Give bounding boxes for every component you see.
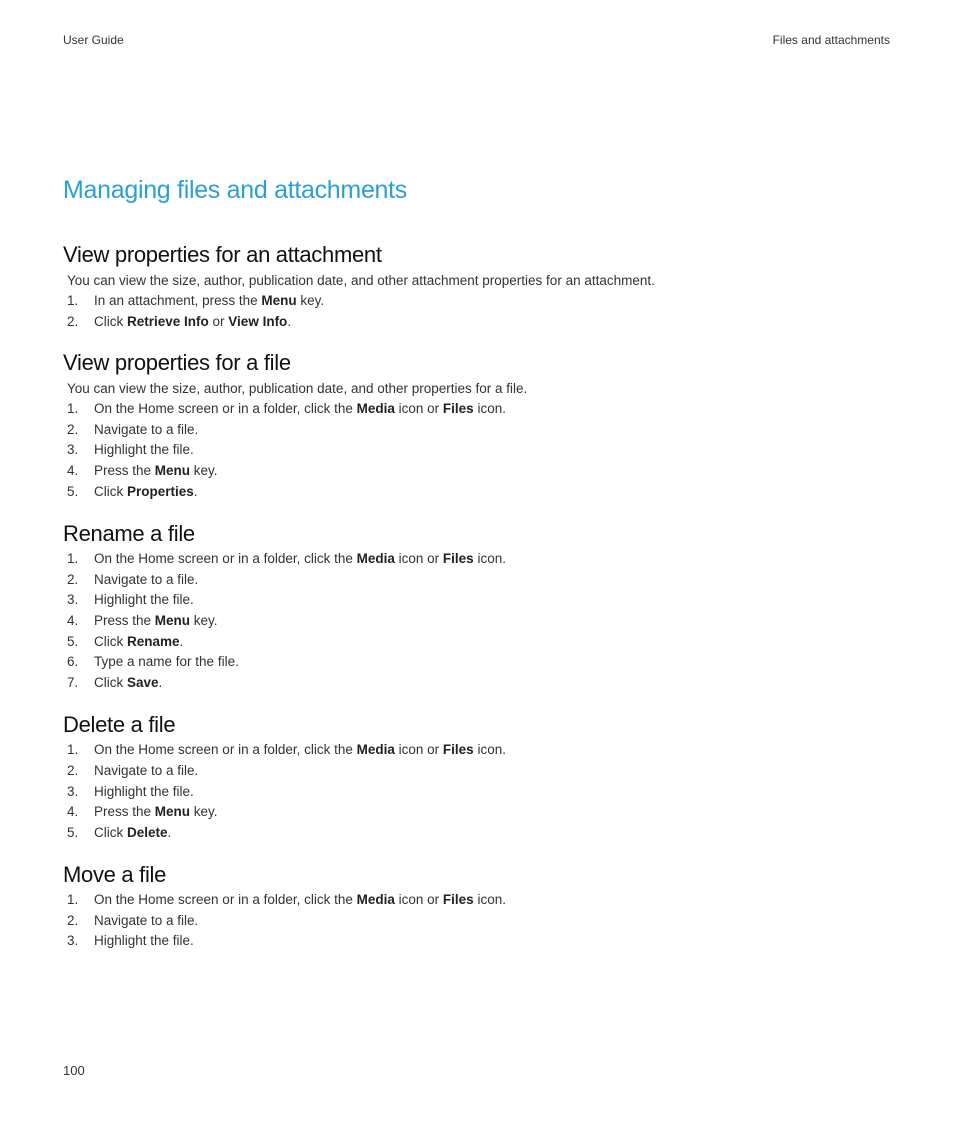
ui-term: Files (442, 401, 474, 417)
step-number: 1. (67, 293, 79, 308)
step-text-run: Highlight the file. (94, 592, 194, 608)
step-item (63, 890, 893, 911)
section-intro: You can view the size, author, publication date, and other attachment properties for an attachment. (67, 273, 655, 288)
step-text-run: icon. (473, 551, 506, 567)
section (63, 519, 893, 693)
step-item (63, 802, 893, 823)
step-text (94, 570, 198, 591)
step-number: 4. (67, 462, 79, 478)
step-number: 4. (67, 612, 79, 628)
section (63, 860, 893, 952)
step-text (94, 931, 194, 952)
ui-term: Menu (154, 612, 191, 628)
ui-term: Files (442, 892, 474, 908)
step-item (63, 590, 893, 611)
step-item (63, 673, 893, 694)
ui-term: Menu (261, 293, 297, 308)
step-text-run: Click (94, 824, 127, 840)
step-text-run: icon or (394, 892, 443, 908)
step-text-run: On the Home screen or in a folder, click the (94, 551, 357, 567)
running-header (63, 33, 890, 47)
step-item (63, 740, 893, 761)
step-item (63, 761, 893, 782)
step-item (63, 399, 893, 420)
step-item (63, 931, 893, 952)
step-number: 3. (67, 592, 79, 608)
step-text (94, 632, 183, 653)
step-text (94, 823, 171, 844)
step-text-run: Click (94, 313, 127, 329)
step-number: 2. (67, 571, 79, 587)
step-item (63, 823, 893, 844)
step-text-run: Press the (94, 804, 155, 820)
step-number: 4. (67, 804, 79, 820)
step-number: 3. (67, 933, 79, 949)
step-item (63, 911, 893, 932)
step-text-run: In an attachment, press the (94, 293, 262, 308)
step-list (63, 890, 893, 952)
step-number: 1. (67, 401, 79, 417)
step-number: 2. (67, 421, 79, 437)
ui-term: Properties (127, 483, 194, 499)
step-number: 2. (67, 912, 79, 928)
step-text (94, 802, 218, 823)
step-text-run: . (158, 674, 163, 690)
step-text-run: icon. (473, 401, 506, 417)
step-text-run: Highlight the file. (94, 783, 194, 799)
step-text (94, 482, 198, 503)
step-number: 5. (67, 633, 79, 649)
step-text (94, 611, 218, 632)
step-text-run: Press the (94, 612, 155, 628)
step-text-run: Click (94, 674, 127, 690)
step-item (63, 782, 893, 803)
step-list (63, 549, 893, 693)
step-text-run: Type a name for the file. (94, 654, 239, 670)
step-item (63, 549, 893, 570)
step-item (63, 652, 893, 673)
step-text-run: On the Home screen or in a folder, click the (94, 401, 357, 417)
step-number: 5. (67, 483, 79, 499)
step-text-run: . (179, 633, 184, 649)
ui-term: Files (442, 742, 474, 758)
section-intro: You can view the size, author, publication date, and other properties for a file. (67, 381, 528, 397)
section-title: Move a file (63, 862, 167, 888)
ui-term: Media (356, 401, 395, 417)
step-text-run: . (193, 483, 198, 499)
ui-term: Rename (127, 633, 180, 649)
step-text-run: Navigate to a file. (94, 762, 199, 778)
step-text-run: Highlight the file. (94, 442, 194, 458)
step-number: 3. (67, 442, 79, 458)
step-text-run: key. (190, 804, 218, 820)
step-number: 2. (67, 762, 79, 778)
section (63, 710, 893, 843)
step-number: 1. (67, 892, 79, 908)
step-text (94, 461, 218, 482)
step-text (94, 652, 239, 673)
step-number: 1. (67, 551, 79, 567)
step-text (94, 782, 194, 803)
step-text-run: key. (190, 462, 218, 478)
step-number: 2. (67, 313, 79, 329)
step-text-run: . (167, 824, 172, 840)
ui-term: Menu (154, 804, 191, 820)
step-item (63, 291, 893, 312)
step-item (63, 570, 893, 591)
ui-term: Retrieve Info (127, 313, 209, 329)
step-text-run: Navigate to a file. (94, 571, 199, 587)
step-list (63, 399, 893, 502)
page-number: 100 (63, 1063, 85, 1078)
page-title: Managing files and attachments (63, 176, 407, 204)
step-text (94, 549, 506, 570)
step-text-run: Highlight the file. (94, 933, 194, 949)
step-text (94, 399, 506, 420)
step-text-run: Click (94, 633, 127, 649)
step-item (63, 312, 893, 333)
ui-term: Delete (127, 824, 168, 840)
step-text-run: icon or (394, 551, 443, 567)
step-item (63, 632, 893, 653)
section-title: Rename a file (63, 521, 195, 547)
ui-term: View Info (228, 313, 288, 329)
step-number: 7. (67, 674, 79, 690)
section-title: Delete a file (63, 712, 176, 738)
step-text-run: Click (94, 483, 127, 499)
step-list (63, 291, 893, 332)
step-item (63, 482, 893, 503)
step-text (94, 761, 198, 782)
step-text (94, 291, 324, 312)
section-title: View properties for a file (63, 350, 291, 376)
step-text-run: key. (296, 293, 325, 308)
step-text-run: On the Home screen or in a folder, click the (94, 892, 357, 908)
step-item (63, 461, 893, 482)
step-text (94, 673, 162, 694)
ui-term: Files (442, 551, 474, 567)
step-item (63, 611, 893, 632)
header-doc-title: User Guide (63, 33, 124, 47)
ui-term: Save (127, 674, 159, 690)
step-text-run: icon. (473, 892, 506, 908)
step-text (94, 440, 194, 461)
section-title: View properties for an attachment (63, 242, 382, 267)
step-text (94, 590, 194, 611)
step-text-run: On the Home screen or in a folder, click the (94, 742, 357, 758)
ui-term: Media (356, 742, 395, 758)
step-text-run: key. (190, 612, 218, 628)
step-list (63, 740, 893, 843)
step-number: 3. (67, 783, 79, 799)
ui-term: Media (356, 551, 395, 567)
step-text-run: Press the (94, 462, 155, 478)
step-text (94, 911, 198, 932)
step-text-run: icon. (473, 742, 506, 758)
step-text-run: icon or (394, 742, 443, 758)
step-item (63, 440, 893, 461)
ui-term: Media (356, 892, 395, 908)
step-text-run: Navigate to a file. (94, 912, 199, 928)
step-text (94, 740, 506, 761)
step-text (94, 312, 291, 333)
header-chapter-title: Files and attachments (772, 33, 890, 47)
step-item (63, 420, 893, 441)
step-text-run: or (208, 313, 229, 329)
step-text-run: . (287, 313, 292, 329)
step-text-run: icon or (394, 401, 443, 417)
step-number: 5. (67, 824, 79, 840)
step-number: 1. (67, 742, 79, 758)
content-sections (63, 240, 893, 952)
step-text-run: Navigate to a file. (94, 421, 199, 437)
step-number: 6. (67, 654, 79, 670)
ui-term: Menu (154, 462, 191, 478)
section (63, 240, 893, 332)
step-text (94, 420, 198, 441)
step-text (94, 890, 506, 911)
section (63, 348, 893, 502)
